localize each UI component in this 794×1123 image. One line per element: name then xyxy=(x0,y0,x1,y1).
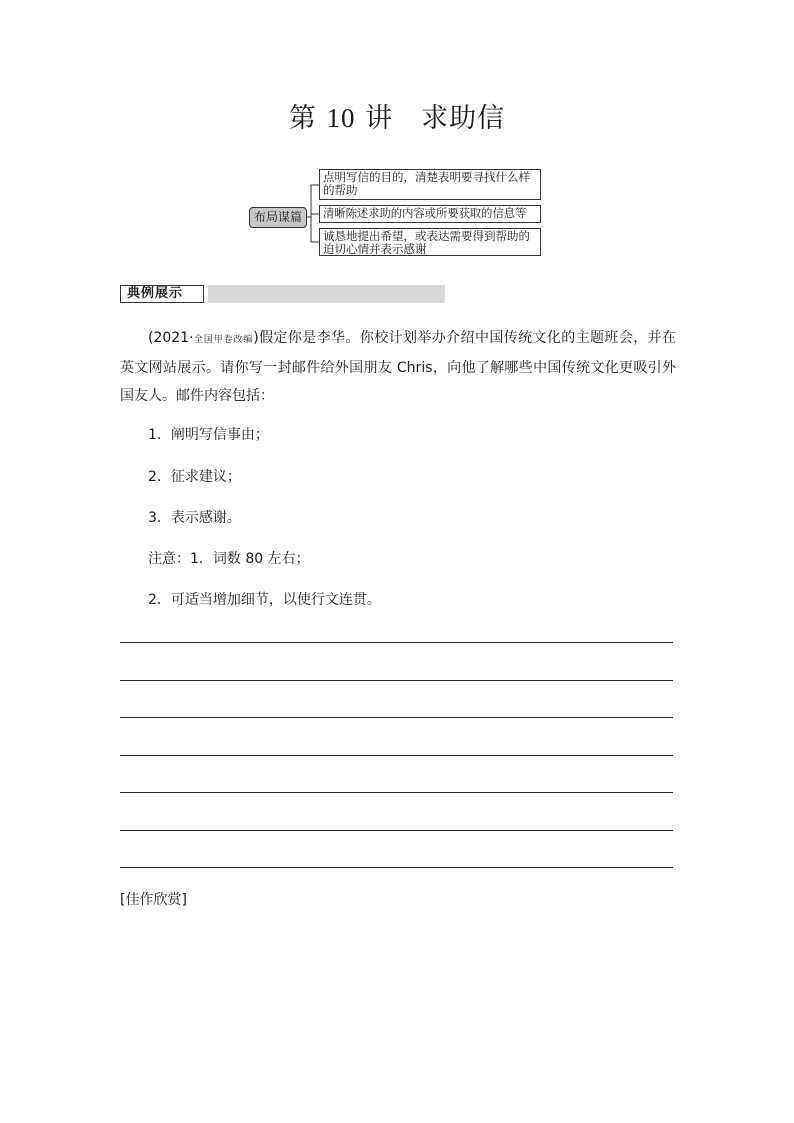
layout-diagram xyxy=(0,0,794,270)
task-note: 注意：1．词数 80 左右； xyxy=(148,551,310,567)
title-suffix: 讲 xyxy=(365,103,394,134)
writing-line[interactable] xyxy=(120,680,673,681)
task-source-year: (2021· xyxy=(148,330,194,346)
writing-line[interactable] xyxy=(120,755,673,756)
writing-line[interactable] xyxy=(120,642,673,643)
title-topic: 求助信 xyxy=(421,103,506,134)
layout-branch-purpose: 点明写信的目的，清楚表明要寻找什么样的帮助 xyxy=(319,169,541,200)
layout-branch-thanks: 诚恳地提出希望，或表达需要得到帮助的迫切心情并表示感谢 xyxy=(319,228,541,256)
task-source-close: ) xyxy=(253,330,259,346)
task-item: 2．征求建议； xyxy=(148,469,241,485)
task-item: 3．表示感谢。 xyxy=(148,510,241,526)
task-intro xyxy=(120,324,676,410)
writing-line[interactable] xyxy=(120,717,673,718)
task-note: 2．可适当增加细节，以使行文连贯。 xyxy=(148,592,381,608)
title-number: 10 xyxy=(326,103,356,133)
task-intro-text: 假定你是李华。你校计划举办介绍中国传统文化的主题班会，并在英文网站展示。请你写一封邮件给外国朋友 Chris，向他了解哪些中国传统文化更吸引外国友人。邮件内容包括： xyxy=(120,330,676,404)
writing-line[interactable] xyxy=(120,867,673,868)
appreciation-label: [佳作欣赏] xyxy=(120,892,187,908)
section-bar xyxy=(208,285,445,303)
writing-line[interactable] xyxy=(120,792,673,793)
title-prefix: 第 xyxy=(288,103,317,134)
layout-label: 布局谋篇 xyxy=(249,207,307,228)
writing-line[interactable] xyxy=(120,830,673,831)
task-source-note: 全国甲卷改编 xyxy=(193,335,254,345)
task-item: 1．阐明写信事由； xyxy=(148,427,269,443)
section-label: 典例展示 xyxy=(120,285,204,303)
layout-branch-content: 清晰陈述求助的内容或所要获取的信息等 xyxy=(319,205,541,223)
